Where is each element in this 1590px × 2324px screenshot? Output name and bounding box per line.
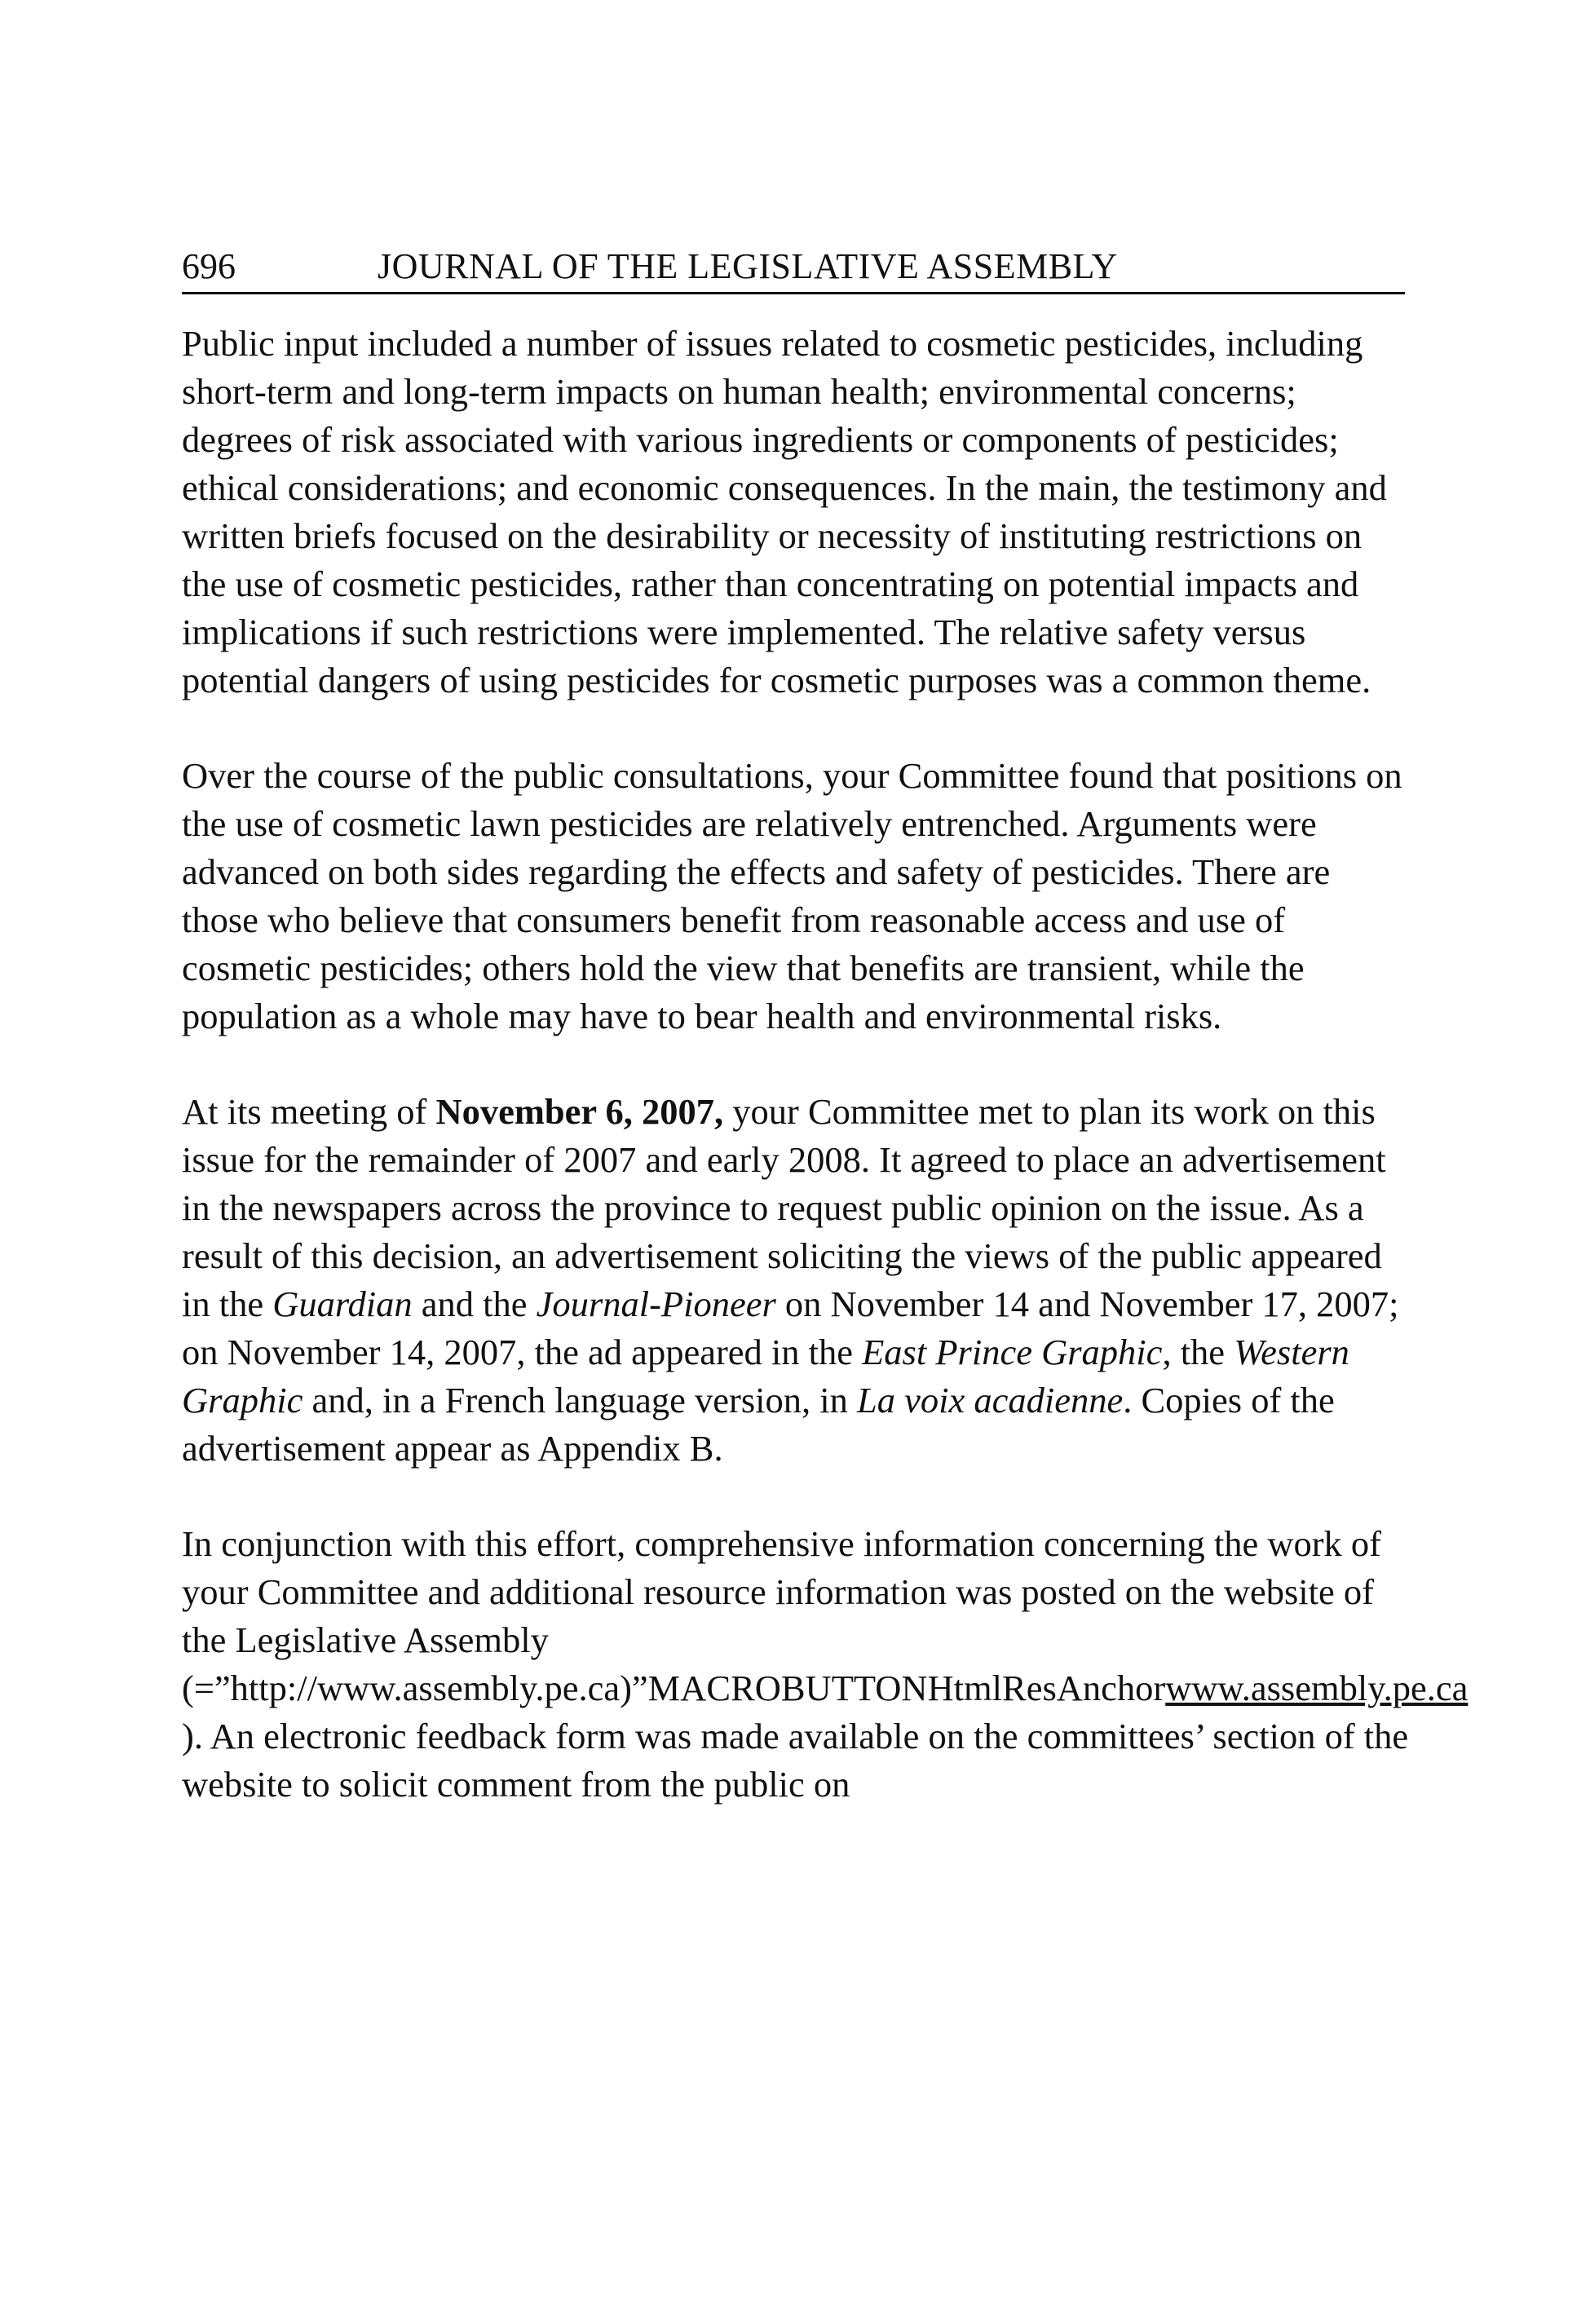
paragraph-text: , the bbox=[1162, 1332, 1234, 1372]
running-title: JOURNAL OF THE LEGISLATIVE ASSEMBLY bbox=[378, 246, 1118, 286]
newspaper-la-voix-acadienne: La voix acadienne bbox=[857, 1380, 1124, 1420]
paragraph-text: At its meeting of bbox=[182, 1091, 436, 1132]
paragraph-text: In conjunction with this effort, comprehensive information concerning the work of your Committee and additional resource information was posted on the website of the Legislative Assembly (=”http://www.assembly.pe.ca)”MACROBUTTONHtmlResAnchor bbox=[182, 1523, 1381, 1708]
paragraph-website bbox=[182, 1520, 1469, 1809]
document-body bbox=[182, 320, 1469, 1856]
paragraph-text: . Copies of the advertisement appear as Appendix B. bbox=[182, 1380, 1335, 1469]
page-number: 696 bbox=[182, 246, 236, 286]
paragraph-text: your Committee met to plan its work on this issue for the remainder of 2007 and early 2008. It agreed to place an advertisement in the newspapers across the province to request public opinion on the issue. As a result of this decision, an advertisement soliciting the views of the public appeared in the bbox=[182, 1091, 1386, 1324]
paragraph-meeting bbox=[182, 1088, 1413, 1473]
paragraph-text: and the bbox=[412, 1284, 537, 1324]
paragraph-consultations: Over the course of the public consultations, your Committee found that positions on the use of cosmetic lawn pesticides are relatively entrenched. Arguments were advanced on both sides regarding the effects and safety of pesticides. There are those who believe that consumers benefit from reasonable access and use of cosmetic pesticides; others hold the view that benefits are transient, while the population as a whole may have to bear health and environmental risks. bbox=[182, 755, 1402, 1036]
paragraph-text: and, in a French language version, in bbox=[303, 1380, 857, 1420]
newspaper-guardian: Guardian bbox=[272, 1284, 413, 1324]
newspaper-western-graphic: Western Graphic bbox=[182, 1332, 1349, 1420]
newspaper-east-prince-graphic: East Prince Graphic bbox=[862, 1332, 1163, 1372]
paragraph-public-input: Public input included a number of issues related to cosmetic pesticides, including short-term and long-term impacts on human health; environmental concerns; degrees of risk associated with various ingredients or components of pesticides; ethical considerations; and economic consequences. In the main, the testimony and written briefs focused on the desirability or necessity of instituting restrictions on the use of cosmetic pesticides, rather than concentrating on potential impacts and implications if such restrictions were implemented. The relative safety versus potential dangers of using pesticides for cosmetic purposes was a common theme. bbox=[182, 323, 1387, 700]
newspaper-journal-pioneer: Journal-Pioneer bbox=[536, 1284, 776, 1324]
paragraph-text: on November 14 and November 17, 2007; on November 14, 2007, the ad appeared in the bbox=[182, 1284, 1399, 1372]
assembly-website-link[interactable]: www.assembly.pe.ca bbox=[1165, 1668, 1469, 1708]
meeting-date: November 6, 2007, bbox=[435, 1091, 724, 1132]
paragraph-text: ). An electronic feedback form was made available on the committees’ section of the website to solicit comment from the public on bbox=[182, 1716, 1409, 1805]
page-header bbox=[182, 241, 1405, 294]
